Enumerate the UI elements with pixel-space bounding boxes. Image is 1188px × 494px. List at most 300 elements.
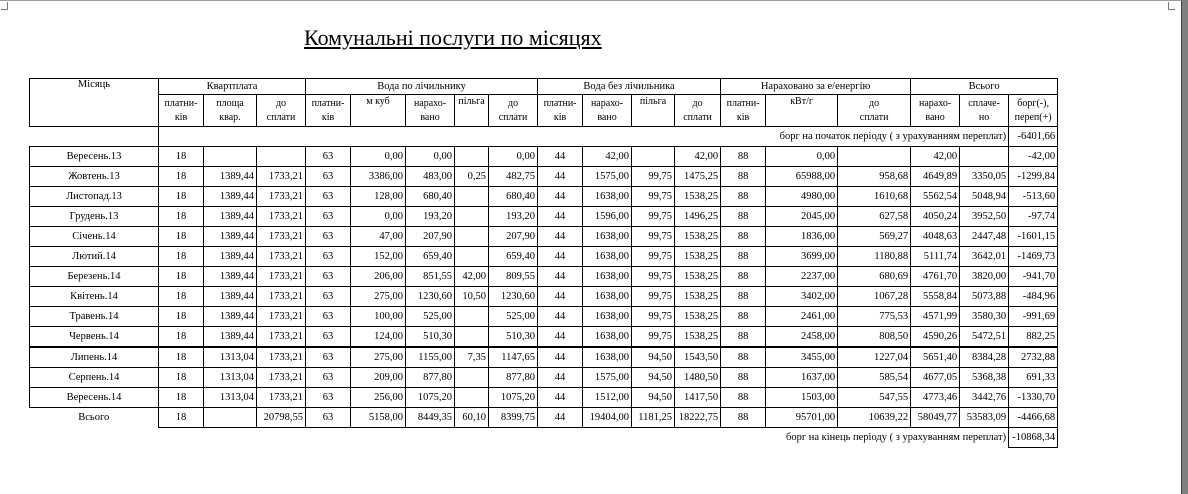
table-cell: 3642,01 — [960, 247, 1009, 267]
subheader-water-nometer-payers — [538, 95, 583, 127]
table-cell: 99,75 — [632, 207, 675, 227]
table-cell: 1638,00 — [583, 287, 632, 307]
table-cell: 88 — [721, 167, 766, 187]
table-cell: 3455,00 — [766, 347, 838, 368]
table-cell: 99,75 — [632, 227, 675, 247]
table-cell: 8384,28 — [960, 347, 1009, 368]
table-row — [30, 388, 1058, 408]
table-cell: 128,00 — [351, 187, 406, 207]
table-cell: 1733,21 — [257, 307, 306, 327]
table-cell: 1538,25 — [675, 307, 721, 327]
table-cell: 5472,51 — [960, 327, 1009, 348]
table-cell: 0,00 — [489, 147, 538, 167]
table-cell: 525,00 — [406, 307, 455, 327]
table-cell: 18 — [159, 207, 204, 227]
month-cell: Жовтень.13 — [30, 167, 159, 187]
table-cell: 1733,21 — [257, 327, 306, 348]
table-cell: 63 — [306, 388, 351, 408]
table-cell: 1389,44 — [204, 207, 257, 227]
table-cell: 44 — [538, 347, 583, 368]
month-cell: Квітень.14 — [30, 287, 159, 307]
table-cell: -1601,15 — [1009, 227, 1058, 247]
table-cell: 1075,20 — [489, 388, 538, 408]
table-cell: 18 — [159, 227, 204, 247]
subheader-line: площа — [216, 97, 244, 109]
table-cell — [455, 247, 489, 267]
totals-cell: 5158,00 — [351, 408, 406, 428]
subheader-line: ків — [736, 111, 750, 123]
table-cell: 18 — [159, 147, 204, 167]
table-cell: 88 — [721, 327, 766, 348]
totals-cell: 58049,77 — [911, 408, 960, 428]
subheader-line: платни- — [311, 97, 345, 109]
table-cell: 1543,50 — [675, 347, 721, 368]
table-cell — [632, 147, 675, 167]
table-cell: 44 — [538, 147, 583, 167]
subheader-total-debt — [1009, 95, 1058, 127]
table-cell: 44 — [538, 247, 583, 267]
table-cell: 18 — [159, 287, 204, 307]
table-cell: 275,00 — [351, 347, 406, 368]
table-cell: 7,35 — [455, 347, 489, 368]
table-cell — [455, 227, 489, 247]
table-cell: 5048,94 — [960, 187, 1009, 207]
table-cell: 88 — [721, 347, 766, 368]
totals-cell: 95701,00 — [766, 408, 838, 428]
subheader-line: сплати — [266, 111, 296, 123]
table-cell: 44 — [538, 327, 583, 348]
totals-cell: 18 — [159, 408, 204, 428]
table-cell: 1733,21 — [257, 267, 306, 287]
table-cell: -42,00 — [1009, 147, 1058, 167]
table-cell: -941,70 — [1009, 267, 1058, 287]
table-cell: 63 — [306, 368, 351, 388]
subheader-line: м куб — [366, 96, 390, 107]
table-cell: 1638,00 — [583, 327, 632, 348]
end-debt-label: борг на кінець періоду ( з урахуванням переплат) — [785, 432, 1007, 444]
totals-cell: 63 — [306, 408, 351, 428]
table-cell: 44 — [538, 287, 583, 307]
table-cell — [455, 327, 489, 348]
subheader-line: борг(-), — [1017, 97, 1049, 109]
table-cell: 99,75 — [632, 327, 675, 348]
totals-cell: -4466,68 — [1009, 408, 1058, 428]
table-row — [30, 247, 1058, 267]
table-cell: 1575,00 — [583, 167, 632, 187]
end-debt-row — [30, 428, 1058, 448]
month-cell: Вересень.14 — [30, 388, 159, 408]
table-cell: 63 — [306, 167, 351, 187]
table-cell: 1638,00 — [583, 267, 632, 287]
page-title: Комунальні послуги по місяцях — [304, 25, 602, 50]
table-cell: 124,00 — [351, 327, 406, 348]
subheader-line: квар. — [219, 111, 241, 123]
subheader-water-meter-to-pay — [489, 95, 538, 127]
table-cell: 5111,74 — [911, 247, 960, 267]
table-cell: 4590,26 — [911, 327, 960, 348]
table-cell — [455, 388, 489, 408]
subheader-line: вано — [420, 111, 440, 123]
table-cell: 44 — [538, 207, 583, 227]
table-cell: 547,55 — [838, 388, 911, 408]
subheader-electric-kwh — [766, 95, 838, 127]
table-cell: 1575,00 — [583, 368, 632, 388]
subheader-line: вано — [925, 111, 945, 123]
table-cell: 44 — [538, 167, 583, 187]
table-cell: 1313,04 — [204, 347, 257, 368]
table-cell: 1389,44 — [204, 167, 257, 187]
table-cell — [257, 147, 306, 167]
table-cell: 1389,44 — [204, 187, 257, 207]
table-row — [30, 147, 1058, 167]
table-cell: 1638,00 — [583, 307, 632, 327]
table-cell: 1733,21 — [257, 187, 306, 207]
table-cell: 18 — [159, 307, 204, 327]
start-debt-value: -6401,66 — [1009, 127, 1058, 147]
subheader-line: сплаче- — [968, 97, 1000, 109]
table-cell: 691,33 — [1009, 368, 1058, 388]
table-cell: 63 — [306, 307, 351, 327]
table-cell: 18 — [159, 187, 204, 207]
header-rent: Квартплата — [159, 79, 306, 95]
table-cell: 4048,63 — [911, 227, 960, 247]
table-cell: 877,80 — [489, 368, 538, 388]
table-cell: 1155,00 — [406, 347, 455, 368]
table-cell: -1299,84 — [1009, 167, 1058, 187]
table-cell: 1733,21 — [257, 347, 306, 368]
table-cell: 1227,04 — [838, 347, 911, 368]
table-cell — [204, 147, 257, 167]
table-cell: 1733,21 — [257, 167, 306, 187]
table-cell: 851,55 — [406, 267, 455, 287]
table-cell: 100,00 — [351, 307, 406, 327]
table-cell: 1313,04 — [204, 388, 257, 408]
table-cell: 2461,00 — [766, 307, 838, 327]
table-cell: 1475,25 — [675, 167, 721, 187]
subheader-line: но — [978, 111, 990, 123]
table-cell: 88 — [721, 247, 766, 267]
subheader-line: пільга — [639, 96, 667, 107]
table-cell: 1389,44 — [204, 307, 257, 327]
table-cell: 3699,00 — [766, 247, 838, 267]
table-cell: 47,00 — [351, 227, 406, 247]
subheader-line: переп(+) — [1014, 111, 1052, 123]
table-cell: 88 — [721, 307, 766, 327]
table-cell: 88 — [721, 207, 766, 227]
table-cell: 88 — [721, 227, 766, 247]
table-cell: 44 — [538, 368, 583, 388]
table-cell: 680,40 — [489, 187, 538, 207]
table-cell: 0,25 — [455, 167, 489, 187]
table-cell: 99,75 — [632, 267, 675, 287]
totals-cell: 88 — [721, 408, 766, 428]
table-cell: 88 — [721, 368, 766, 388]
subheader-line: платни- — [726, 97, 760, 109]
page-corner-mark — [1168, 2, 1175, 10]
table-cell: 4980,00 — [766, 187, 838, 207]
header-water-meter: Вода по лічильнику — [306, 79, 538, 95]
table-cell: 88 — [721, 388, 766, 408]
table-cell: 44 — [538, 227, 583, 247]
table-cell: -1469,73 — [1009, 247, 1058, 267]
table-cell: 88 — [721, 287, 766, 307]
table-cell: 42,00 — [455, 267, 489, 287]
table-cell: 18 — [159, 267, 204, 287]
header-month: Місяць — [30, 79, 159, 127]
table-cell: 42,00 — [675, 147, 721, 167]
subheader-total-paid — [960, 95, 1009, 127]
table-cell: 1313,04 — [204, 368, 257, 388]
table-cell: 1389,44 — [204, 327, 257, 348]
table-cell: 94,50 — [632, 347, 675, 368]
table-cell: 2458,00 — [766, 327, 838, 348]
table-cell: 525,00 — [489, 307, 538, 327]
subheader-line: до — [692, 97, 703, 109]
subheader-line: сплати — [859, 111, 889, 123]
subheader-water-meter-m3 — [351, 95, 406, 127]
table-cell: 5558,84 — [911, 287, 960, 307]
table-cell: 1733,21 — [257, 227, 306, 247]
table-cell: 1610,68 — [838, 187, 911, 207]
table-cell: 206,00 — [351, 267, 406, 287]
subheader-line: нарахо- — [919, 97, 952, 109]
table-cell: 42,00 — [911, 147, 960, 167]
table-cell: 99,75 — [632, 167, 675, 187]
month-cell: Лютий.14 — [30, 247, 159, 267]
table-cell: 0,00 — [351, 207, 406, 227]
table-cell: 1538,25 — [675, 267, 721, 287]
table-cell — [455, 187, 489, 207]
table-cell: 659,40 — [489, 247, 538, 267]
subheader-line: нарахо- — [413, 97, 447, 109]
table-cell: 1733,21 — [257, 287, 306, 307]
table-cell: 0,00 — [766, 147, 838, 167]
table-cell: 4571,99 — [911, 307, 960, 327]
table-cell: 1147,65 — [489, 347, 538, 368]
totals-cell: 19404,00 — [583, 408, 632, 428]
table-cell: 877,80 — [406, 368, 455, 388]
table-cell — [960, 147, 1009, 167]
month-cell: Листопад.13 — [30, 187, 159, 207]
start-debt-label: борг на початок періоду ( з урахуванням переплат) — [159, 127, 1009, 147]
table-cell: 958,68 — [838, 167, 911, 187]
header-water-nometer: Вода без лічильника — [538, 79, 721, 95]
table-cell: 88 — [721, 147, 766, 167]
table-cell: 3820,00 — [960, 267, 1009, 287]
table-cell: 193,20 — [406, 207, 455, 227]
subheader-electric-payers — [721, 95, 766, 127]
table-cell: 2732,88 — [1009, 347, 1058, 368]
subheader-line: сплати — [683, 111, 712, 123]
subheader-water-meter-charged — [406, 95, 455, 127]
header-total: Всього — [911, 79, 1058, 95]
table-cell: 483,00 — [406, 167, 455, 187]
table-cell: -484,96 — [1009, 287, 1058, 307]
table-cell: 1596,00 — [583, 207, 632, 227]
start-debt-row — [30, 127, 1058, 147]
table-cell: 63 — [306, 147, 351, 167]
table-cell: 510,30 — [406, 327, 455, 348]
table-cell: 1389,44 — [204, 227, 257, 247]
table-cell: 65988,00 — [766, 167, 838, 187]
subheader-rent-payers — [159, 95, 204, 127]
table-cell: 18 — [159, 388, 204, 408]
subheader-water-nometer-charged — [583, 95, 632, 127]
subheader-line: нарахо- — [590, 97, 624, 109]
totals-cell: 20798,55 — [257, 408, 306, 428]
table-cell: 88 — [721, 187, 766, 207]
subheader-line: пільга — [458, 96, 485, 107]
table-cell: 99,75 — [632, 307, 675, 327]
subheader-water-nometer-benefit — [632, 95, 675, 127]
table-cell: 18 — [159, 247, 204, 267]
table-cell: 1733,21 — [257, 368, 306, 388]
table-row — [30, 327, 1058, 348]
table-cell: 275,00 — [351, 287, 406, 307]
table-cell: 63 — [306, 347, 351, 368]
totals-cell: 18222,75 — [675, 408, 721, 428]
totals-label: Всього — [30, 408, 159, 428]
table-cell: 1538,25 — [675, 327, 721, 348]
table-cell: 63 — [306, 267, 351, 287]
table-cell: 775,53 — [838, 307, 911, 327]
header-row-sub — [30, 95, 1058, 127]
table-cell: -1330,70 — [1009, 388, 1058, 408]
month-cell: Червень.14 — [30, 327, 159, 348]
subheader-total-charged — [911, 95, 960, 127]
table-cell: 0,00 — [406, 147, 455, 167]
subheader-electric-to-pay — [838, 95, 911, 127]
table-cell — [455, 307, 489, 327]
table-cell: 809,55 — [489, 267, 538, 287]
table-cell: 680,69 — [838, 267, 911, 287]
totals-cell: 8449,35 — [406, 408, 455, 428]
table-cell: 1538,25 — [675, 227, 721, 247]
table-cell: 3350,05 — [960, 167, 1009, 187]
table-cell: 44 — [538, 267, 583, 287]
table-cell: 63 — [306, 247, 351, 267]
table-cell: 482,75 — [489, 167, 538, 187]
table-cell — [838, 147, 911, 167]
table-cell: 1067,28 — [838, 287, 911, 307]
table-cell — [455, 207, 489, 227]
table-row — [30, 267, 1058, 287]
subheader-line: кВт/г — [790, 96, 813, 107]
table-cell: 4677,05 — [911, 368, 960, 388]
table-cell: 585,54 — [838, 368, 911, 388]
table-cell: 99,75 — [632, 247, 675, 267]
table-cell: 209,00 — [351, 368, 406, 388]
subheader-line: до — [507, 97, 519, 109]
table-cell: 5368,38 — [960, 368, 1009, 388]
table-cell: 99,75 — [632, 287, 675, 307]
table-cell: 1733,21 — [257, 388, 306, 408]
table-cell: 1389,44 — [204, 287, 257, 307]
table-cell — [455, 368, 489, 388]
subheader-line: ків — [174, 111, 188, 123]
subheader-line: вано — [597, 111, 617, 123]
table-cell: 207,90 — [406, 227, 455, 247]
table-cell: 94,50 — [632, 388, 675, 408]
subheader-line: платни- — [164, 97, 198, 109]
totals-row — [30, 408, 1058, 428]
table-cell: 10,50 — [455, 287, 489, 307]
table-row — [30, 307, 1058, 327]
table-cell: 3952,50 — [960, 207, 1009, 227]
table-cell: 207,90 — [489, 227, 538, 247]
table-cell: 1733,21 — [257, 207, 306, 227]
table-cell: 18 — [159, 347, 204, 368]
subheader-water-nometer-to-pay — [675, 95, 721, 127]
table-cell: 808,50 — [838, 327, 911, 348]
table-cell: 4773,46 — [911, 388, 960, 408]
page-corner-mark — [1, 2, 8, 10]
table-cell: 569,27 — [838, 227, 911, 247]
table-cell: 152,00 — [351, 247, 406, 267]
subheader-line: до — [869, 97, 880, 109]
table-cell: 1638,00 — [583, 187, 632, 207]
table-cell: 44 — [538, 388, 583, 408]
table-row — [30, 187, 1058, 207]
totals-cell: 60,10 — [455, 408, 489, 428]
table-cell: 4649,89 — [911, 167, 960, 187]
table-row — [30, 347, 1058, 368]
totals-cell: 1181,25 — [632, 408, 675, 428]
table-cell: 3442,76 — [960, 388, 1009, 408]
subheader-line: платни- — [543, 97, 577, 109]
table-cell: 2237,00 — [766, 267, 838, 287]
table-cell: 0,00 — [351, 147, 406, 167]
table-cell: 3580,30 — [960, 307, 1009, 327]
table-cell: 1389,44 — [204, 267, 257, 287]
table-cell: 1480,50 — [675, 368, 721, 388]
table-cell: 63 — [306, 227, 351, 247]
table-cell: 1389,44 — [204, 247, 257, 267]
table-cell: 94,50 — [632, 368, 675, 388]
header-row-groups — [30, 79, 1058, 95]
month-cell: Травень.14 — [30, 307, 159, 327]
table-row — [30, 207, 1058, 227]
table-cell: 3386,00 — [351, 167, 406, 187]
table-cell: 680,40 — [406, 187, 455, 207]
totals-cell: 8399,75 — [489, 408, 538, 428]
table-cell: 63 — [306, 327, 351, 348]
table-row — [30, 287, 1058, 307]
table-cell: 18 — [159, 327, 204, 348]
totals-cell — [204, 408, 257, 428]
table-cell: 63 — [306, 287, 351, 307]
table-cell: 44 — [538, 307, 583, 327]
table-cell: 18 — [159, 167, 204, 187]
subheader-rent-to-pay — [257, 95, 306, 127]
table-cell: 63 — [306, 187, 351, 207]
table-cell: 4050,24 — [911, 207, 960, 227]
table-cell: 1538,25 — [675, 247, 721, 267]
table-cell: 44 — [538, 187, 583, 207]
table-cell: 5073,88 — [960, 287, 1009, 307]
table-cell: 1638,00 — [583, 227, 632, 247]
table-cell: 1230,60 — [406, 287, 455, 307]
header-electric: Нараховано за е/енергію — [721, 79, 911, 95]
table-row — [30, 227, 1058, 247]
table-row — [30, 167, 1058, 187]
table-cell: 1230,60 — [489, 287, 538, 307]
month-cell: Вересень.13 — [30, 147, 159, 167]
table-cell: 5651,40 — [911, 347, 960, 368]
table-cell: 1733,21 — [257, 247, 306, 267]
table-cell: 1512,00 — [583, 388, 632, 408]
table-cell: 882,25 — [1009, 327, 1058, 348]
